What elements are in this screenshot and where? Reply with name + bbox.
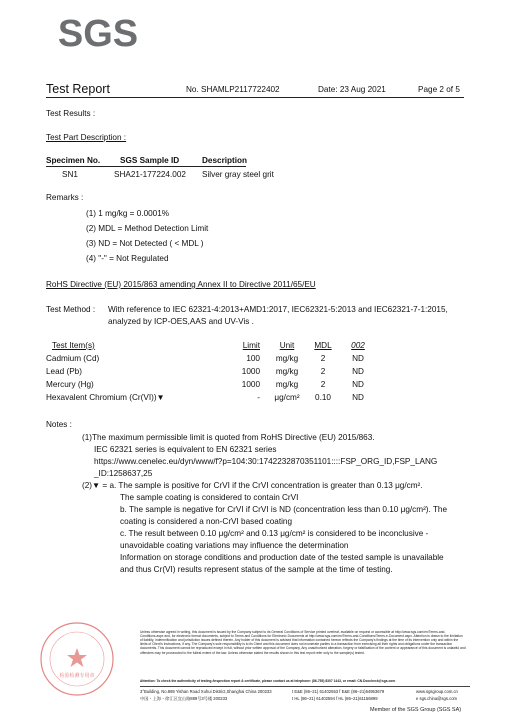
stamp-text: 检验检测专用章 (59, 673, 95, 679)
result-mdl: 2 (320, 367, 326, 376)
specimen-header-rule (46, 166, 246, 167)
result-value: ND (352, 354, 364, 363)
result-item: Lead (Pb) (46, 367, 82, 376)
results-header-unit: Unit (279, 341, 295, 350)
result-value: ND (352, 393, 364, 402)
result-item: Cadmium (Cd) (46, 354, 100, 363)
footer-address-cn: 中国・上海・徐汇区宜山路889号3号楼 200233 (140, 696, 228, 701)
result-item: Hexavalent Chromium (Cr(VI))▼ (46, 393, 165, 402)
method-label: Test Method : (46, 305, 96, 314)
note-line: b. The sample is negative for CrVI if CrVI is ND (concentration less than 0.10 μg/cm²). The (120, 505, 448, 514)
member-line: Member of the SGS Group (SGS SA) (370, 707, 462, 713)
remark-item: (4) "-" = Not Regulated (86, 254, 169, 263)
sgs-logo-text: SGS (57, 13, 139, 55)
footer-disclaimer: Unless otherwise agreed in writing, this document is issued by the Company subject to its General Conditions of Service printed overleaf, available on request or accessible at http://www.sgs.com/en/Terms-and-Conditions.aspx and, for electronic format documents, subject to Terms and Conditions for Electronic Documents at http://www.sgs.com/en/Terms-and-Conditions/Terms-e-Document.aspx. Attention is drawn to the limitation of liability, indemnification and jurisdiction issues defined therein. Any holder of this document is advised that information contained hereon reflects the Company's findings at the time of its intervention only and within the limits of Client's instructions, if any. The Company's sole responsibility is to its Client and this document does not exonerate parties to a transaction from exercising all their rights and obligations under the transaction documents. This document cannot be reproduced except in full, without prior written approval of the Company. Any unauthorized alteration, forgery or falsification of the content or appearance of this document is unlawful and offenders may be prosecuted to the fullest extent of the law. Unless otherwise stated the results shown in this test report refer only to the sample(s) tested. (140, 630, 466, 655)
footer-tel-hl: t HL (86–21) 61402594 f HL (86–21)61156899 (292, 696, 378, 701)
method-text-line1: With reference to IEC 62321-4:2013+AMD1:2017, IEC62321-5:2013 and IEC62321-7-1:2015, (108, 305, 448, 314)
results-header-limit: Limit (242, 341, 260, 350)
note-line: The sample coating is considered to contain CrVI (120, 493, 299, 502)
remarks-label: Remarks : (46, 193, 84, 202)
note-line: unavoidable coating variations may influence the determination (120, 541, 349, 550)
specimen-header-no: Specimen No. (46, 156, 101, 165)
footer-tel-ee: t E&E (86–21) 61402553 f E&E (86–21)64953679 (292, 689, 385, 694)
specimen-cell-no: SN1 (62, 170, 78, 179)
note-line: coating is considered a non-CrVI based coating (120, 517, 293, 526)
report-number: No. SHAMLP2117722402 (186, 85, 280, 94)
result-mdl: 2 (320, 354, 326, 363)
footer-divider (140, 686, 470, 687)
note-line: c. The result between 0.10 μg/cm² and 0.13 μg/cm² is considered to be inconclusive - (120, 529, 429, 538)
note-line: (2)▼ = a. The sample is positive for CrVI if the CrVI concentration is greater than 0.13 μg/cm². (82, 481, 423, 490)
note-line: _ID:1258637,25 (94, 469, 153, 478)
footer-website: www.sgsgroup.com.cn (416, 689, 458, 694)
specimen-header-id: SGS Sample ID (120, 156, 180, 165)
result-mdl: 2 (320, 380, 326, 389)
result-unit: mg/kg (275, 367, 299, 376)
result-value: ND (352, 367, 364, 376)
result-limit: 1000 (241, 367, 260, 376)
results-header-item: Test Item(s) (52, 341, 95, 350)
note-line: (1)The maximum permissible limit is quoted from RoHS Directive (EU) 2015/863. (82, 433, 375, 442)
note-link: https://www.cenelec.eu/dyn/www/f?p=104:30:1742232870351101::::FSP_ORG_ID,FSP_LANG (94, 457, 438, 466)
remark-item: (3) ND = Not Detected ( < MDL ) (86, 239, 204, 248)
result-unit: μg/cm² (274, 393, 300, 402)
result-limit: - (257, 393, 260, 402)
results-header-sample: 002 (351, 341, 365, 350)
report-title: Test Report (46, 82, 110, 96)
test-results-label: Test Results : (46, 109, 96, 118)
method-text-line2: analyzed by ICP-OES,AAS and UV-Vis . (108, 317, 254, 326)
remark-item: (2) MDL = Method Detection Limit (86, 224, 209, 233)
specimen-header-desc: Description (202, 156, 248, 165)
footer-email: e sgs.china@sgs.com (416, 696, 458, 701)
footer-address-en: 3°Building, No.889 Yishan Road Xuhui District,Shanghai China 200233 (140, 689, 272, 694)
result-limit: 1000 (241, 380, 260, 389)
result-unit: mg/kg (275, 380, 299, 389)
result-mdl: 0.10 (315, 393, 331, 402)
result-limit: 100 (246, 354, 260, 363)
page-number: Page 2 of 5 (418, 85, 460, 94)
test-part-label: Test Part Description : (46, 133, 127, 142)
report-date: Date: 23 Aug 2021 (318, 85, 386, 94)
remark-item: (1) 1 mg/kg = 0.0001% (86, 209, 170, 218)
result-item: Mercury (Hg) (46, 380, 94, 389)
inspection-stamp (38, 620, 116, 698)
sgs-logo (57, 8, 139, 60)
result-unit: mg/kg (275, 354, 299, 363)
notes-label: Notes : (46, 420, 72, 429)
footer-attention: Attention: To check the authenticity of testing /inspection report & certificate, please contact us at telephone: (86-755) 8307 1443, or email: CN.Doccheck@sgs.com (140, 679, 396, 683)
specimen-cell-id: SHA21-177224.002 (114, 170, 186, 179)
note-line: Information on storage conditions and production date of the tested sample is unavailable (120, 553, 444, 562)
directive-title: RoHS Directive (EU) 2015/863 amending Annex II to Directive 2011/65/EU (46, 280, 316, 289)
header-divider (46, 97, 464, 98)
results-header-mdl: MDL (314, 341, 332, 350)
note-line: and thus Cr(VI) results represent status of the sample at the time of testing. (120, 565, 393, 574)
note-line: IEC 62321 series is equivalent to EN 62321 series (94, 445, 277, 454)
result-value: ND (352, 380, 364, 389)
specimen-cell-desc: Silver gray steel grit (202, 170, 274, 179)
